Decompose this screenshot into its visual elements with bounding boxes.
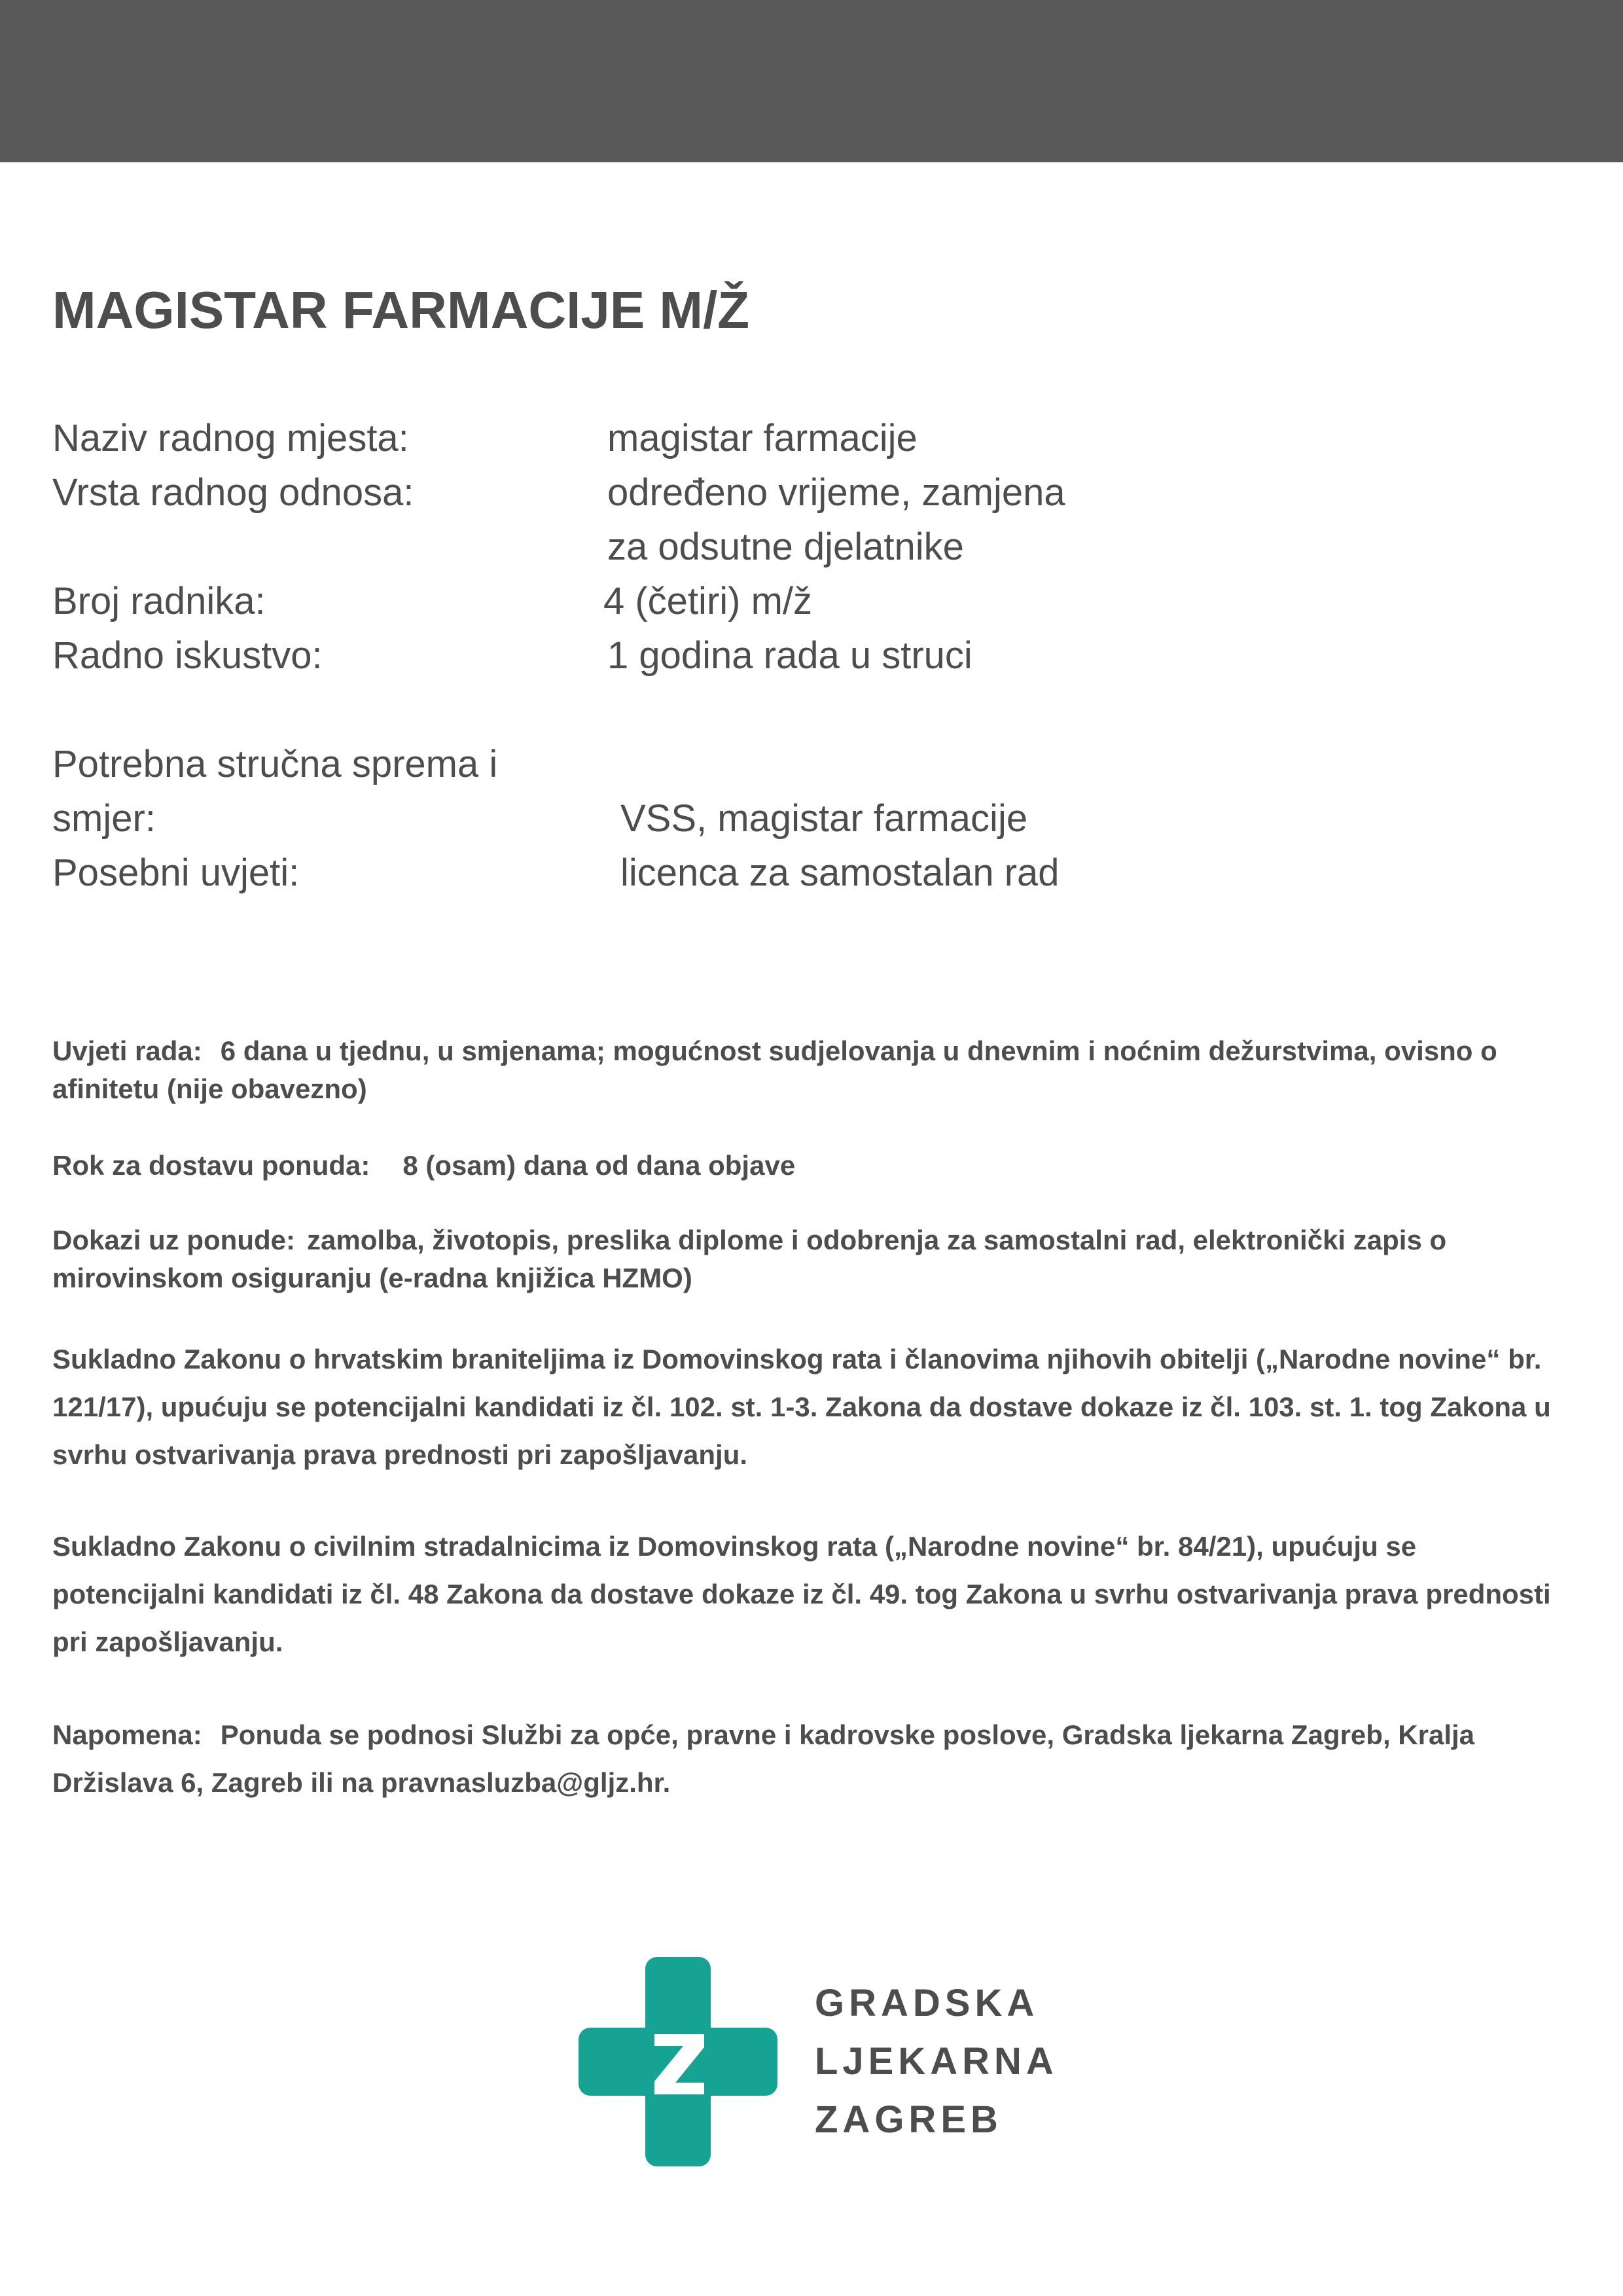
- logo-text-line2: LJEKARNA: [815, 2040, 1058, 2083]
- rok-dostave: [52, 1147, 1571, 1185]
- field-label-iskustvo: Radno iskustvo:: [52, 634, 323, 677]
- field-value-iskustvo: 1 godina rada u struci: [607, 634, 972, 677]
- napomena-text: Ponuda se podnosi Službi za opće, pravne i kadrovske poslove, Gradska ljekarna Zagreb, Kralja Držislava 6, Zagreb ili na pravnasluzba@gljz.hr.: [52, 1719, 1475, 1798]
- rok-dostave-label: Rok za dostavu ponuda:: [52, 1150, 370, 1181]
- field-value-broj: 4 (četiri) m/ž: [603, 580, 812, 622]
- field-label-sprema: Potrebna stručna sprema i: [52, 743, 498, 785]
- field-label-posebni: Posebni uvjeti:: [52, 852, 300, 894]
- field-value-vrsta: određeno vrijeme, zamjena: [607, 471, 1065, 514]
- uvjeti-rada-label: Uvjeti rada:: [52, 1035, 202, 1066]
- header-bar: [0, 0, 1623, 162]
- dokazi-ponude: [52, 1221, 1571, 1297]
- field-value-vrsta-2: za odsutne djelatnike: [607, 526, 964, 568]
- dokazi-ponude-label: Dokazi uz ponude:: [52, 1225, 295, 1255]
- napomena: [52, 1711, 1571, 1806]
- napomena-label: Napomena:: [52, 1719, 202, 1750]
- field-value-naziv: magistar farmacije: [607, 417, 918, 459]
- field-label-broj: Broj radnika:: [52, 580, 266, 622]
- logo-text-line3: ZAGREB: [815, 2098, 1003, 2141]
- field-label-vrsta: Vrsta radnog odnosa:: [52, 471, 414, 514]
- rok-dostave-text: 8 (osam) dana od dana objave: [402, 1150, 796, 1181]
- field-label-naziv: Naziv radnog mjesta:: [52, 417, 409, 459]
- dokazi-ponude-text: zamolba, životopis, preslika diplome i odobrenja za samostalni rad, elektronički zapis o mirovinskom osiguranju (e-radna knjižica HZMO): [52, 1225, 1447, 1293]
- uvjeti-rada-text: 6 dana u tjednu, u smjenama; mogućnost sudjelovanja u dnevnim i noćnim dežurstvima, ovisno o afinitetu (nije obavezno): [52, 1035, 1497, 1104]
- paragraph-stradalnici: Sukladno Zakonu o civilnim stradalnicima iz Domovinskog rata („Narodne novine“ br. 84/21), upućuju se potencijalni kandidati iz čl. 48 Zakona da dostave dokaze iz čl. 49. tog Zakona u svrhu ostvarivanja prava prednosti pri zapošljavanju.: [52, 1531, 1551, 1657]
- field-label-sprema-2: smjer:: [52, 797, 156, 840]
- paragraph-branitelji: Sukladno Zakonu o hrvatskim braniteljima iz Domovinskog rata i članovima njihovih obitelji („Narodne novine“ br. 121/17), upućuju se potencijalni kandidati iz čl. 102. st. 1-3. Zakona da dostave dokaze iz čl. 103. st. 1. tog Zakona u svrhu ostvarivanja prava prednosti pri zapošljavanju.: [52, 1344, 1551, 1470]
- logo-text-line1: GRADSKA: [815, 1982, 1039, 2024]
- page-title: MAGISTAR FARMACIJE M/Ž: [52, 281, 750, 339]
- field-value-posebni: licenca za samostalan rad: [620, 852, 1060, 894]
- field-value-sprema: VSS, magistar farmacije: [620, 797, 1028, 840]
- uvjeti-rada: [52, 1032, 1571, 1108]
